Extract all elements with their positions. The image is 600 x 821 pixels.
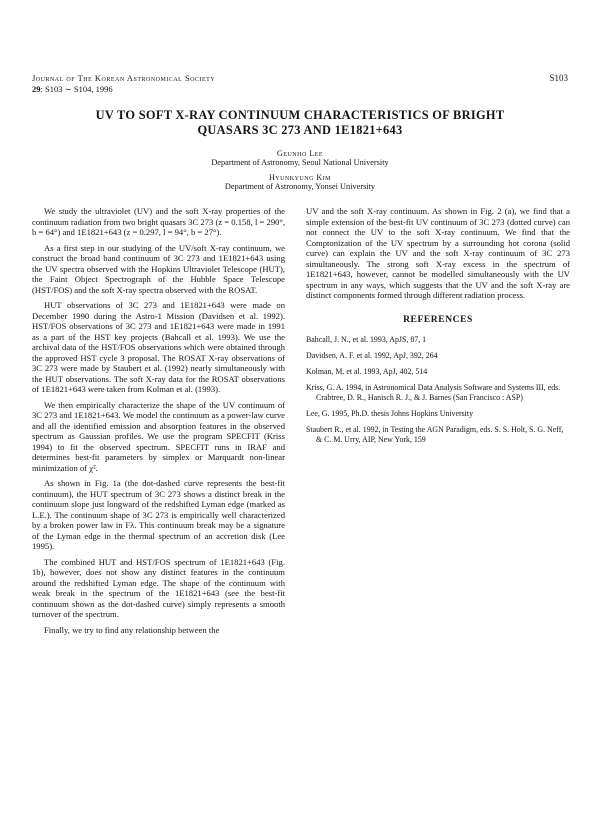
body-right-column	[306, 206, 570, 451]
reference-item: Kolman, M. et al. 1993, ApJ, 402, 514	[306, 367, 428, 376]
paragraph: As shown in Fig. 1a (the dot-dashed curve represents the best-fit continuum), the HUT spectrum of 3C 273 shows a distinct break in the continuum slope just longward of the redshifted Lyman edge (marked as L.E.). The continuum shape of 3C 273 is empirically well characterized by a broken power law in Fλ. This continuum break may be a signature of the Lyman edge in the thermal spectrum of an accretion disk (Lee 1995).	[32, 478, 285, 551]
title-line-2: QUASARS 3C 273 AND 1E1821+643	[197, 123, 403, 137]
volume-info	[32, 84, 215, 95]
reference-item: Staubert R., et al. 1992, in Testing the AGN Paradigm, eds. S. S. Holt, S. G. Neff, & C. M. Urry, AIP, New York, 159	[306, 425, 564, 444]
references-heading: REFERENCES	[403, 314, 473, 325]
reference-item: Bahcall, J. N., et al. 1993, ApJS, 87, 1	[306, 335, 427, 344]
paragraph: We then empirically characterize the shape of the UV continuum of 3C 273 and 1E1821+643. We model the continuum as a power-law curve and all the identified emission and absorption features in the observed spectrum as Gaussian profiles. We use the program SPECFIT (Kriss 1994) to fit the observed spectrum. SPECFIT runs in IRAF and determines best-fit parameters by simplex or Marquardt non-linear minimization of χ².	[32, 399, 285, 473]
paragraph: The combined HUT and HST/FOS spectrum of 1E1821+643 (Fig. 1b), however, does not show any distinct features in the continuum around the redshifted Lyman edge. The shape of the continuum with weak break in the spectrum of the 1E1821+643 (see the best-fit continuum shown as the dot-dashed curve) simply represents a smooth turnover of the spectrum.	[32, 556, 285, 619]
page-range: : S103 ∼ S104, 1996	[40, 84, 113, 94]
body-left-column	[32, 206, 285, 640]
paragraph: UV and the soft X-ray continuum. As shown in Fig. 2 (a), we find that a simple extension of the best-fit UV continuum of 3C 273 (dotted curve) can not connect the UV to the soft X-ray continuum. We find that the Comptonization of the UV spectrum by a surrounding hot corona (solid curve) can explain the UV and the soft X-ray continuum of 3C 273 simultaneously. The strong soft X-ray excess in the spectrum of 1E1821+643, however, cannot be modelled simultaneously with the UV spectrum in any ways, which suggests that the UV and the soft X-ray are distinct components formed through different radiation process.	[306, 206, 570, 300]
reference-item: Kriss, G. A. 1994, in Astronomical Data Analysis Software and Systems III, eds. Crabtree, D. R., Hanisch R. J., & J. Barnes (San Francisco : ASP)	[306, 383, 561, 402]
paragraph: Finally, we try to find any relationship between the	[44, 624, 220, 635]
paragraph: HUT observations of 3C 273 and 1E1821+643 were made on December 1990 during the Astro-1 Mission (Davidsen et al. 1992). HST/FOS observations of 3C 273 and 1E1821+643 were made in 1991 as a part of the HST key projects (Bahcall et al. 1993). We use the archival data of the HST/FOS observations which were obtained through the approved HST cycle 3 proposal. The ROSAT X-ray observations of 3C 273 were made by Staubert et al. (1992) nearly simultaneously with the HUT observations. The soft X-ray data for the ROSAT observations of 1E1821+643 were taken from Kolman et al. (1993).	[32, 300, 285, 394]
author-1-name: Geunho Lee	[277, 149, 323, 158]
author-1-affiliation: Department of Astronomy, Seoul National University	[211, 158, 389, 167]
page-number: S103	[549, 73, 568, 83]
author-2-affiliation: Department of Astronomy, Yonsei University	[224, 182, 376, 191]
title-line-1: UV TO SOFT X-RAY CONTINUUM CHARACTERISTICS OF BRIGHT	[95, 108, 505, 122]
reference-item: Lee, G. 1995, Ph.D. thesis Johns Hopkins University	[306, 409, 474, 418]
paper-title	[40, 108, 560, 138]
paragraph: We study the ultraviolet (UV) and the soft X-ray properties of the continuum radiation from two bright quasars 3C 273 (z = 0.158, l = 290°, b = 64°) and 1E1821+643 (z = 0.297, l = 94°, b = 27°).	[32, 206, 285, 237]
volume-number: 29	[32, 84, 41, 94]
journal-name: Journal of The Korean Astronomical Society	[32, 73, 216, 83]
running-header	[32, 73, 215, 95]
paragraph: As a first step in our studying of the UV/soft X-ray continuum, we construct the broad band continuum of 3C 273 and 1E1821+643 using the UV spectra observed with the Hopkins Ultraviolet Telescope (HUT), the Faint Object Spectrograph of the Hubble Space Telescope (HST/FOS) and the soft X-ray spectra observed with the ROSAT.	[32, 242, 285, 295]
reference-item: Davidsen, A. F. et al. 1992, ApJ, 392, 264	[306, 351, 438, 360]
author-2-name: Hyunkyung Kim	[268, 173, 332, 182]
